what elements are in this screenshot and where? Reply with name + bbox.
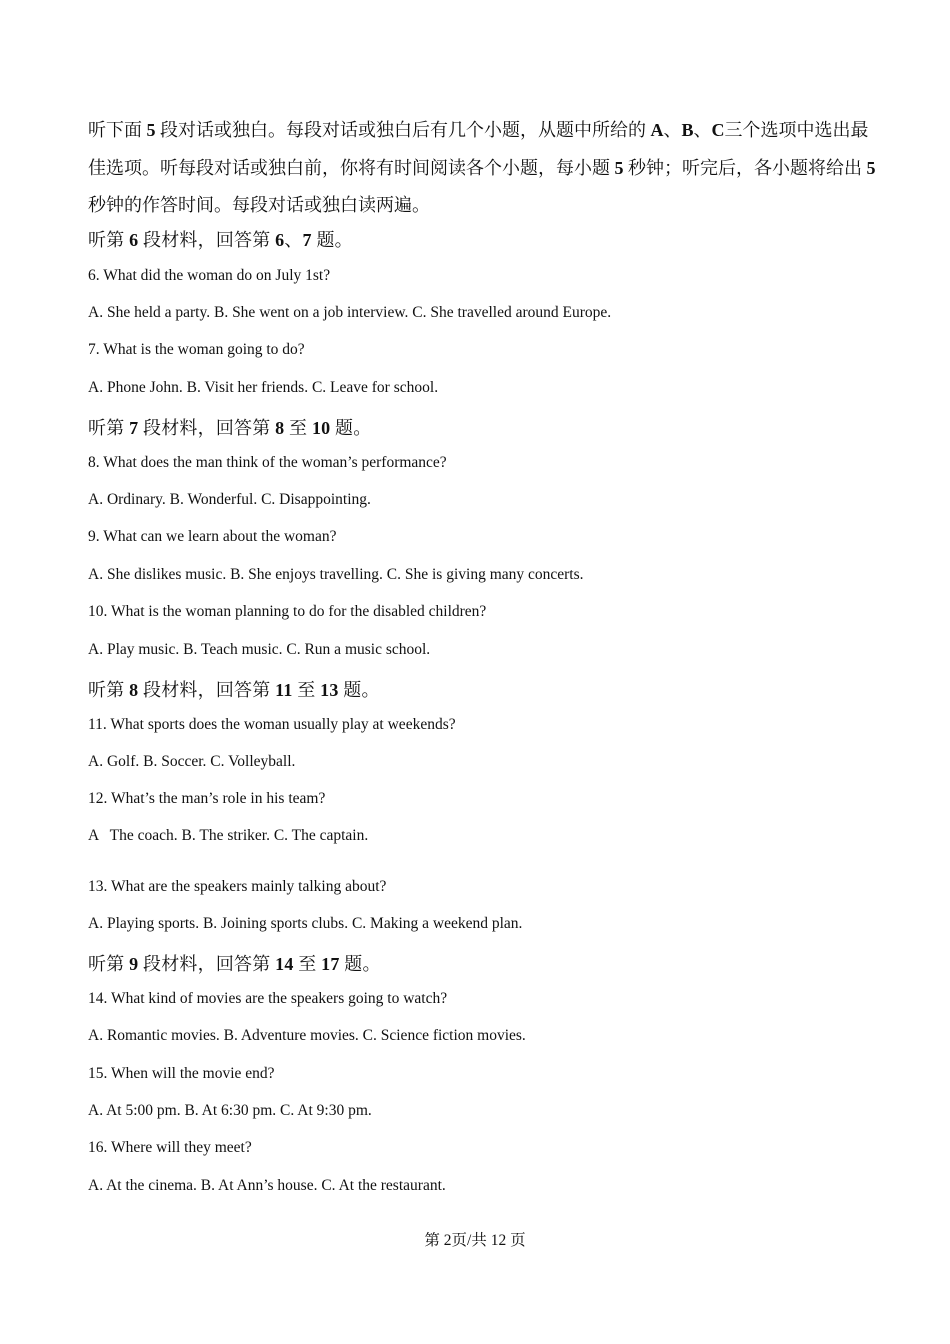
- question-options: A. At 5:00 pm. B. At 6:30 pm. C. At 9:30 pm.: [88, 1102, 372, 1119]
- intro-text: 秒钟；听完后，各小题将给出: [628, 157, 862, 178]
- heading-text: 段材料，回答第: [143, 680, 271, 700]
- question: 8. What does the man think of the woman’s performance?: [88, 454, 447, 471]
- question: 7. What is the woman going to do?: [88, 341, 305, 358]
- question-options: A. She held a party. B. She went on a job interview. C. She travelled around Europe.: [88, 304, 612, 321]
- intro-text: 听下面: [88, 120, 142, 140]
- heading-sep: 至: [298, 954, 317, 974]
- heading-text: 听第: [88, 230, 125, 250]
- heading-number: 13: [320, 680, 339, 700]
- question: 15. When will the movie end?: [88, 1065, 275, 1082]
- question: 9. What can we learn about the woman?: [88, 528, 337, 545]
- question-options: A. Romantic movies. B. Adventure movies. C. Science fiction movies.: [88, 1027, 526, 1044]
- intro-sep: 、: [693, 120, 712, 140]
- heading-text: 段材料，回答第: [143, 230, 271, 250]
- section-heading: [88, 414, 371, 440]
- heading-number: 17: [321, 954, 340, 974]
- question-options: A. Phone John. B. Visit her friends. C. Leave for school.: [88, 379, 439, 396]
- section-heading: [88, 226, 353, 252]
- footer-text: 第: [424, 1232, 440, 1249]
- intro-option: B: [681, 120, 694, 140]
- heading-sep: 、: [284, 230, 303, 250]
- heading-number: 9: [129, 954, 139, 974]
- heading-sep: 至: [289, 418, 308, 438]
- heading-text: 题。: [316, 230, 353, 250]
- heading-text: 听第: [88, 680, 125, 700]
- heading-number: 7: [302, 230, 312, 250]
- page-footer: [0, 1228, 950, 1250]
- instructions: [88, 112, 878, 225]
- heading-number: 11: [275, 680, 293, 700]
- question-options: A. Play music. B. Teach music. C. Run a music school.: [88, 641, 431, 658]
- question: 11. What sports does the woman usually play at weekends?: [88, 716, 456, 733]
- question: 10. What is the woman planning to do for the disabled children?: [88, 603, 487, 620]
- question-options: A The coach. B. The striker. C. The captain.: [88, 827, 369, 844]
- heading-text: 题。: [343, 680, 380, 700]
- intro-number: 5: [614, 157, 624, 178]
- intro-number: 5: [146, 120, 156, 140]
- question: 14. What kind of movies are the speakers going to watch?: [88, 990, 448, 1007]
- question-options: A. Playing sports. B. Joining sports clubs. C. Making a weekend plan.: [88, 915, 523, 932]
- heading-text: 题。: [335, 418, 372, 438]
- page-total: 12: [490, 1232, 507, 1249]
- question-options: A. She dislikes music. B. She enjoys travelling. C. She is giving many concerts.: [88, 566, 584, 583]
- section-heading: [88, 676, 380, 702]
- intro-number: 5: [866, 157, 876, 178]
- footer-text: 页: [510, 1232, 526, 1249]
- heading-number: 8: [129, 680, 139, 700]
- heading-number: 8: [275, 418, 285, 438]
- page-number: 2: [443, 1232, 452, 1249]
- heading-text: 听第: [88, 418, 125, 438]
- heading-number: 7: [129, 418, 139, 438]
- heading-text: 听第: [88, 954, 125, 974]
- heading-text: 段材料，回答第: [143, 418, 271, 438]
- heading-number: 6: [275, 230, 285, 250]
- question: 16. Where will they meet?: [88, 1139, 252, 1156]
- footer-text: 页/共: [451, 1232, 487, 1249]
- heading-number: 14: [275, 954, 294, 974]
- heading-number: 10: [311, 418, 331, 438]
- question-options: A. Golf. B. Soccer. C. Volleyball.: [88, 753, 296, 770]
- intro-text: 三个选项中选出最佳选项。听每段对话或独白前，你将有时间阅读各个小题，每小题: [88, 120, 869, 178]
- heading-text: 段材料，回答第: [143, 954, 271, 974]
- intro-sep: 、: [663, 120, 682, 140]
- intro-option: A: [650, 120, 664, 140]
- heading-sep: 至: [297, 680, 316, 700]
- heading-number: 6: [129, 230, 139, 250]
- question: 12. What’s the man’s role in his team?: [88, 790, 326, 807]
- intro-text: 段对话或独白。每段对话或独白后有几个小题，从题中所给的: [160, 120, 646, 140]
- intro-option: C: [711, 120, 725, 140]
- section-heading: [88, 950, 381, 976]
- heading-text: 题。: [344, 954, 381, 974]
- question-options: A. Ordinary. B. Wonderful. C. Disappointing.: [88, 491, 371, 508]
- question-options: A. At the cinema. B. At Ann’s house. C. At the restaurant.: [88, 1177, 446, 1194]
- question: 6. What did the woman do on July 1st?: [88, 267, 331, 284]
- intro-text: 秒钟的作答时间。每段对话或独白读两遍。: [88, 195, 430, 215]
- question: 13. What are the speakers mainly talking about?: [88, 878, 387, 895]
